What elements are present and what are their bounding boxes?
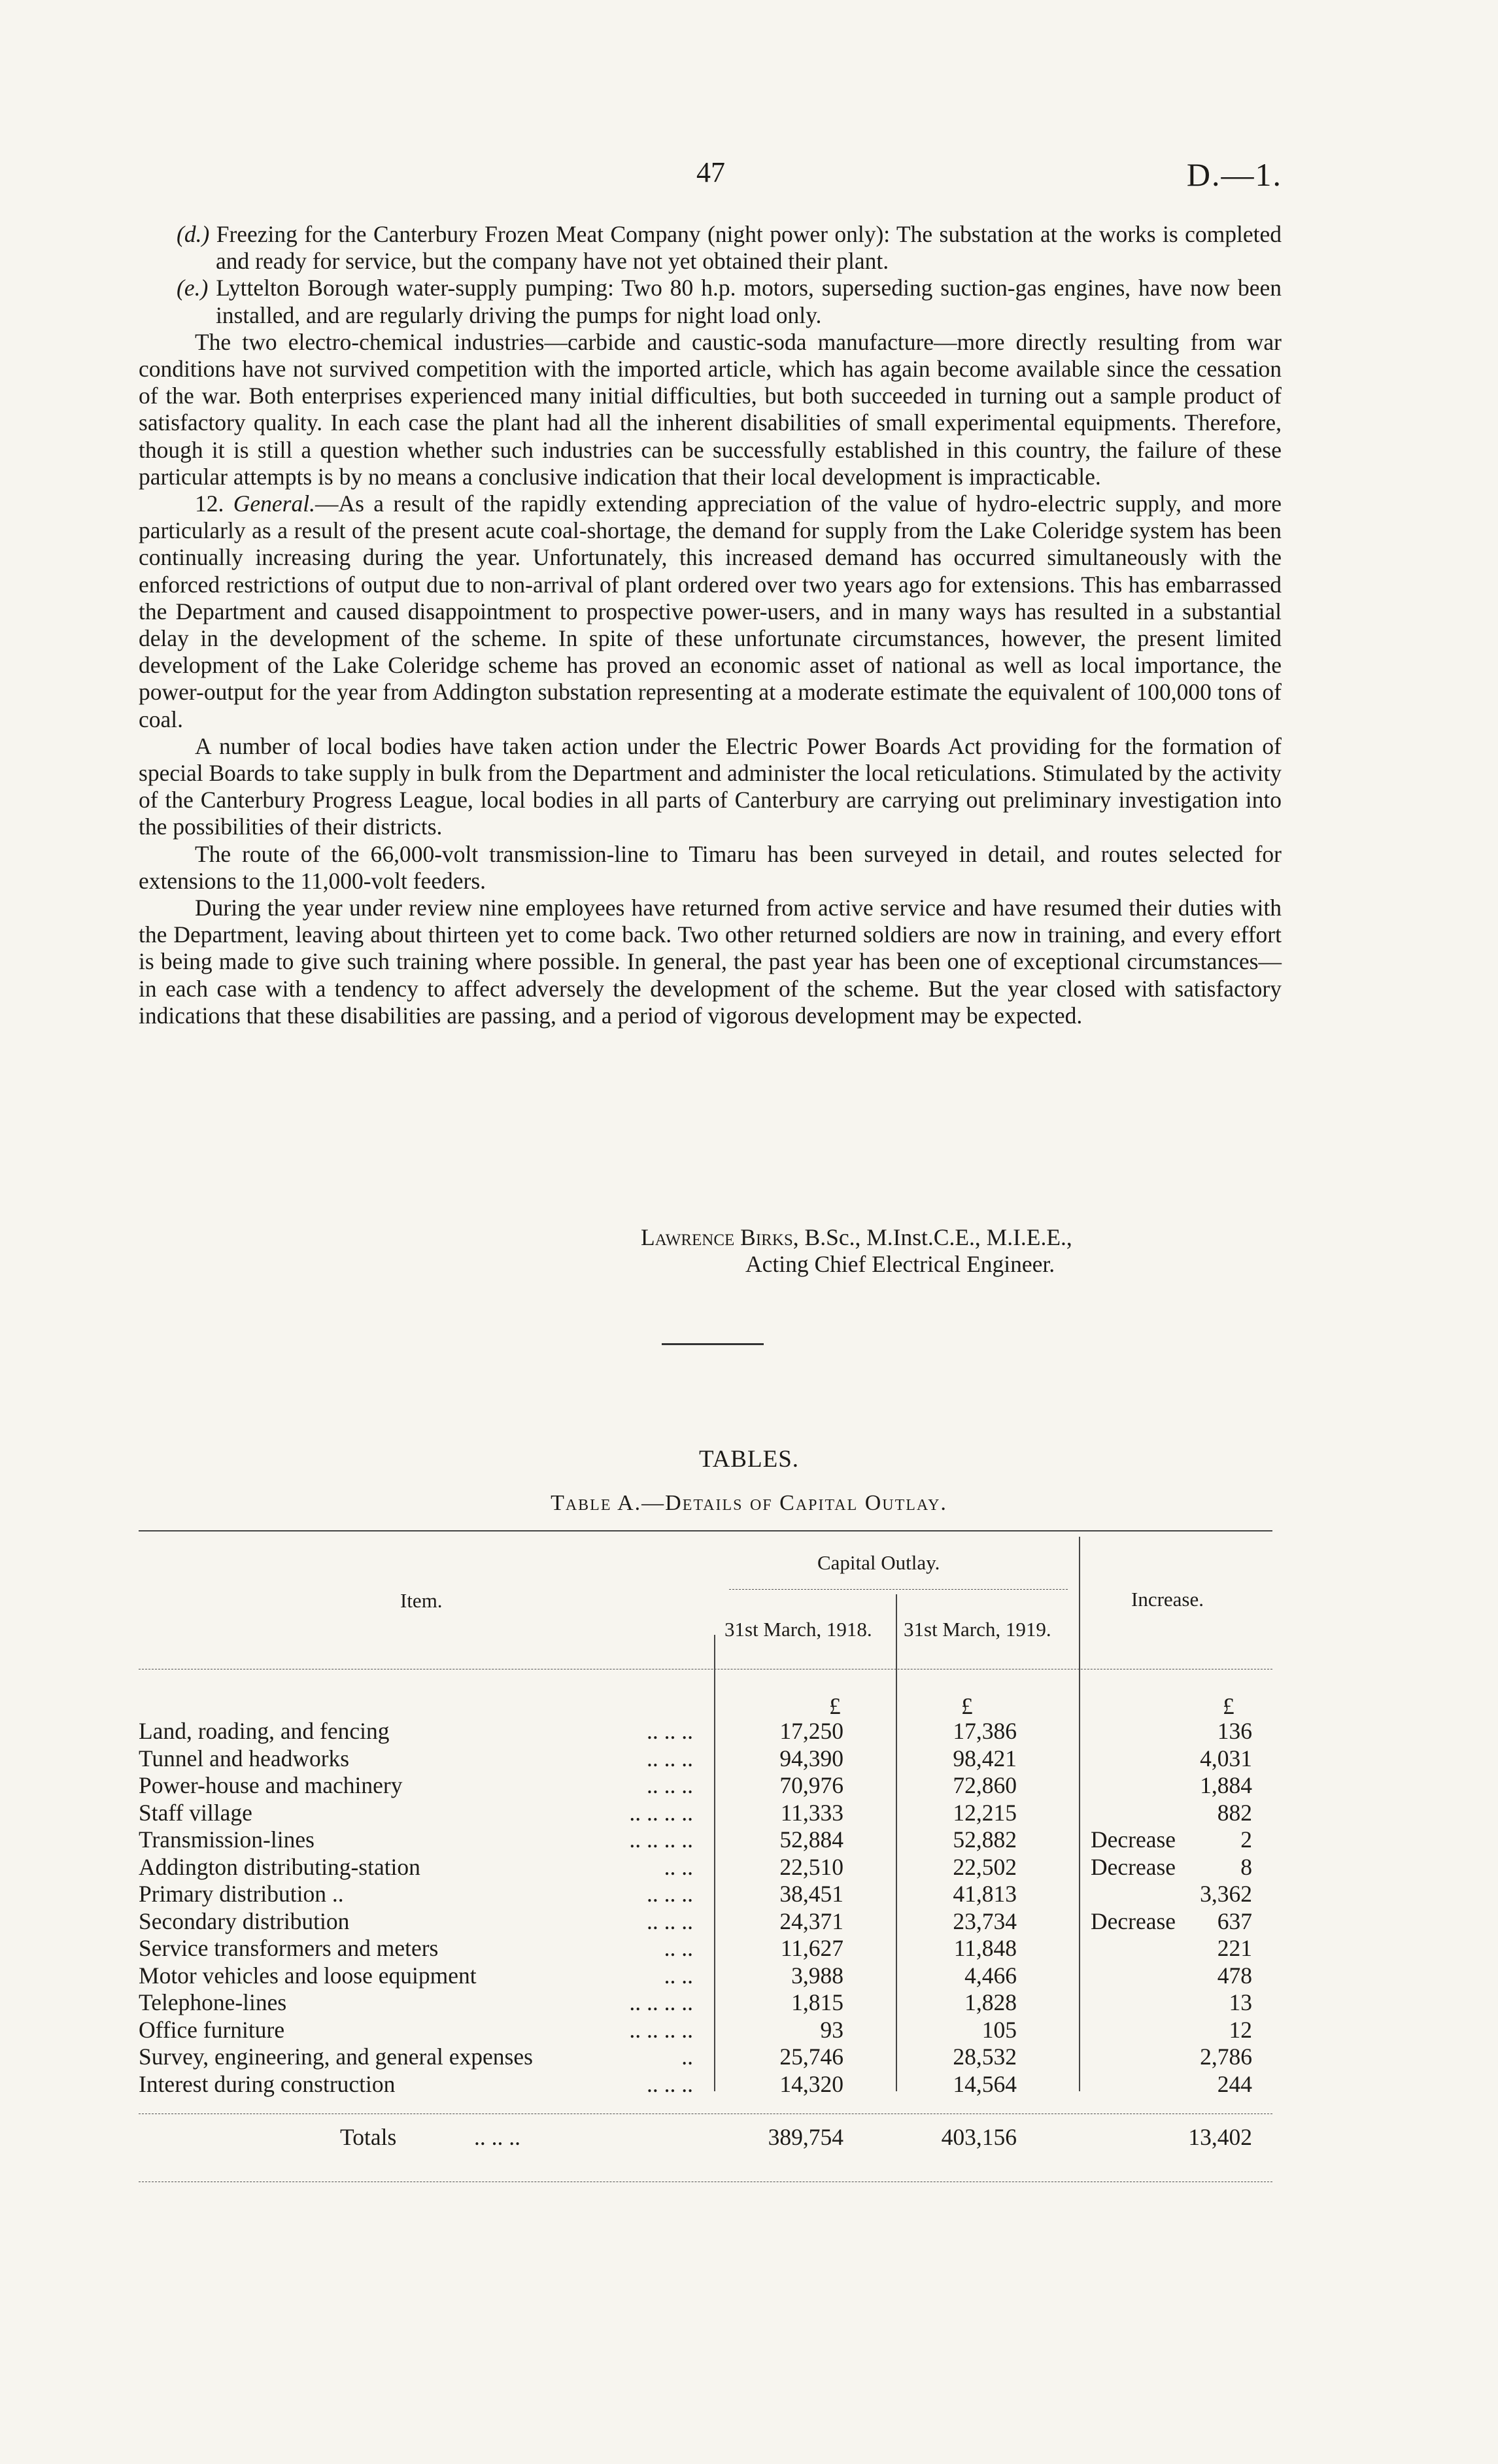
row-increase: 221 bbox=[1217, 1935, 1252, 1961]
header-increase: Increase. bbox=[1131, 1588, 1204, 1611]
row-item: Office furniture bbox=[139, 2016, 285, 2043]
row-1919: 11,848 bbox=[953, 1935, 1017, 1961]
row-leader-dots: .. .. .. bbox=[647, 1881, 693, 1907]
row-1918: 1,815 bbox=[791, 1989, 843, 2015]
row-1919: 41,813 bbox=[953, 1881, 1017, 1907]
signatory-qualifications: , B.Sc., M.Inst.C.E., M.I.E.E., bbox=[792, 1224, 1072, 1250]
row-1919: 105 bbox=[981, 2016, 1017, 2043]
totals-label: Totals bbox=[340, 2124, 397, 2150]
row-1918: 11,627 bbox=[780, 1935, 843, 1961]
paragraph-general bbox=[139, 490, 1282, 733]
row-1919: 17,386 bbox=[953, 1718, 1017, 1744]
row-leader-dots: .. .. bbox=[664, 1962, 693, 1989]
row-item: Tunnel and headworks bbox=[139, 1745, 350, 1771]
signatory-title: Acting Chief Electrical Engineer. bbox=[745, 1251, 1055, 1277]
row-leader-dots: .. .. .. bbox=[647, 1908, 693, 1934]
row-1918: 17,250 bbox=[779, 1718, 843, 1744]
paragraph-electro-chemical: The two electro-chemical industries—carbide and caustic-soda manufacture—more directly resulting from war conditions have not survived competition with the imported article, which has again become available since the cessation of the war. Both enterprises experienced many initial difficulties, but both succeeded in turning out a sample product of satisfactory quality. In each case the plant had all the inherent disabilities of small experimental equipments. Therefore, though it is still a question whether such industries can be successfully established in this country, the failure of these particular attempts is by no means a conclusive indication that their local development is impracticable. bbox=[139, 328, 1282, 490]
row-item: Addington distributing-station bbox=[139, 1853, 420, 1880]
header-capital-outlay: Capital Outlay. bbox=[817, 1551, 940, 1574]
row-1918: 94,390 bbox=[779, 1745, 843, 1771]
item-label: (d.) bbox=[177, 221, 210, 247]
header-item: Item. bbox=[400, 1589, 443, 1612]
row-leader-dots: .. .. .. bbox=[647, 1745, 693, 1771]
row-increase: 1,884 bbox=[1200, 1772, 1252, 1798]
totals-rule bbox=[139, 2113, 1272, 2114]
totals-increase: 13,402 bbox=[1188, 2124, 1252, 2150]
report-body bbox=[139, 221, 1282, 1029]
row-decrease-label: Decrease bbox=[1091, 1908, 1176, 1934]
page-number: 47 bbox=[696, 156, 725, 188]
row-1918: 22,510 bbox=[779, 1853, 843, 1880]
row-leader-dots: .. .. bbox=[664, 1935, 693, 1961]
row-item: Service transformers and meters bbox=[139, 1935, 439, 1961]
row-1918: 93 bbox=[820, 2016, 843, 2043]
document-code: D.—1. bbox=[1186, 156, 1282, 193]
row-1918: 11,333 bbox=[780, 1799, 843, 1826]
row-item: Secondary distribution bbox=[139, 1908, 350, 1934]
table-top-rule bbox=[139, 1530, 1272, 1531]
row-increase: 637 bbox=[1217, 1908, 1252, 1934]
item-text: Lyttelton Borough water-supply pumping: Two 80 h.p. motors, superseding suction-gas engines, have now been installed, and are regularly driving the pumps for night load only. bbox=[216, 275, 1282, 328]
row-1918: 3,988 bbox=[791, 1962, 843, 1989]
header-1919: 31st March, 1919. bbox=[904, 1618, 1051, 1641]
row-item: Land, roading, and fencing bbox=[139, 1718, 390, 1744]
row-leader-dots: .. .. bbox=[664, 1853, 693, 1880]
row-leader-dots: .. .. .. bbox=[647, 2070, 693, 2097]
row-1919: 4,466 bbox=[964, 1962, 1017, 1989]
tables-heading: TABLES. bbox=[698, 1446, 800, 1473]
totals-1919: 403,156 bbox=[941, 2124, 1017, 2150]
row-leader-dots: .. .. .. .. bbox=[629, 1826, 693, 1853]
section-heading: General. bbox=[233, 490, 315, 517]
row-increase: 2,786 bbox=[1200, 2044, 1252, 2070]
row-decrease-label: Decrease bbox=[1091, 1826, 1176, 1853]
row-increase: 13 bbox=[1229, 1989, 1252, 2015]
section-divider bbox=[662, 1343, 764, 1345]
totals-leader-dots: .. .. .. bbox=[474, 2124, 520, 2150]
row-1918: 25,746 bbox=[779, 2044, 843, 2070]
row-1919: 22,502 bbox=[953, 1853, 1017, 1880]
row-1919: 72,860 bbox=[953, 1772, 1017, 1798]
row-decrease-label: Decrease bbox=[1091, 1853, 1176, 1880]
row-leader-dots: .. .. .. .. bbox=[629, 2016, 693, 2043]
item-text: Freezing for the Canterbury Frozen Meat Company (night power only): The substation at the works is completed and ready for service, but the company have not yet obtained their plant. bbox=[216, 221, 1282, 275]
row-item: Telephone-lines bbox=[139, 1989, 287, 2015]
signature-block bbox=[641, 1224, 1072, 1278]
section-number: 12. bbox=[195, 490, 224, 517]
row-increase: 244 bbox=[1217, 2070, 1252, 2097]
row-increase: 2 bbox=[1240, 1826, 1252, 1853]
row-item: Survey, engineering, and general expenses bbox=[139, 2044, 533, 2070]
row-increase: 478 bbox=[1217, 1962, 1252, 1989]
row-item: Primary distribution .. bbox=[139, 1881, 344, 1907]
section-text: —As a result of the rapidly extending appreciation of the value of hydro-electric supply, and more particularly as a result of the present acute coal-shortage, the demand for supply from the Lake Coleridge system has been continually increasing during the year. Unfortunately, this increased demand has occurred simultaneously with the enforced restrictions of output due to non-arrival of plant ordered over two years ago for extensions. This has embarrassed the Department and caused disappointment to prospective power-users, and in many ways has resulted in a substantial delay in the development of the scheme. In spite of these unfortunate circumstances, however, the present limited development of the Lake Coleridge scheme has proved an economic asset of national as well as local importance, the power-output for the year from Addington substation representing at a moderate estimate the equivalent of 100,000 tons of coal. bbox=[139, 490, 1282, 732]
row-1918: 52,884 bbox=[779, 1826, 843, 1853]
row-item: Transmission-lines bbox=[139, 1826, 315, 1853]
row-increase: 4,031 bbox=[1200, 1745, 1252, 1771]
row-increase: 8 bbox=[1240, 1853, 1252, 1880]
table-col-divider bbox=[1079, 1537, 1080, 2091]
row-1919: 12,215 bbox=[953, 1799, 1017, 1826]
row-item: Staff village bbox=[139, 1799, 252, 1826]
header-1918: 31st March, 1918. bbox=[724, 1618, 872, 1641]
table-a-title: Table A.—Details of Capital Outlay. bbox=[551, 1491, 947, 1515]
row-item: Power-house and machinery bbox=[139, 1772, 403, 1798]
row-leader-dots: .. bbox=[681, 2044, 693, 2070]
currency-1918: £ bbox=[829, 1693, 841, 1719]
row-increase: 12 bbox=[1229, 2016, 1252, 2043]
table-col-divider bbox=[714, 1635, 715, 2091]
paragraph-local-bodies: A number of local bodies have taken action under the Electric Power Boards Act providing for the formation of special Boards to take supply in bulk from the Department and administer the local reticulations. Stimulated by the activity of the Canterbury Progress League, local bodies in all parts of Canterbury are carrying out preliminary investigation into the possibilities of their districts. bbox=[139, 732, 1282, 840]
currency-increase: £ bbox=[1223, 1693, 1234, 1719]
row-leader-dots: .. .. .. bbox=[647, 1718, 693, 1744]
row-1918: 38,451 bbox=[779, 1881, 843, 1907]
row-1919: 52,882 bbox=[953, 1826, 1017, 1853]
row-1919: 28,532 bbox=[953, 2044, 1017, 2070]
paragraph-route: The route of the 66,000-volt transmission-line to Timaru has been surveyed in detail, and routes selected for extensions to the 11,000-volt feeders. bbox=[139, 840, 1282, 894]
paragraph-employees: During the year under review nine employees have returned from active service and have resumed their duties with the Department, leaving about thirteen yet to come back. Two other returned soldiers are now in training, and every effort is being made to give such training where possible. In general, the past year has been one of exceptional circumstances—in each case with a tendency to affect adversely the development of the scheme. But the year closed with satisfactory indications that these disabilities are passing, and a period of vigorous development may be expected. bbox=[139, 895, 1282, 1029]
row-1918: 14,320 bbox=[779, 2070, 843, 2097]
row-1918: 70,976 bbox=[779, 1772, 843, 1798]
row-1919: 98,421 bbox=[953, 1745, 1017, 1771]
row-leader-dots: .. .. .. bbox=[647, 1772, 693, 1798]
row-1918: 24,371 bbox=[779, 1908, 843, 1934]
list-item-d bbox=[139, 221, 1282, 275]
totals-1918: 389,754 bbox=[768, 2124, 843, 2150]
signatory-name: Lawrence Birks bbox=[641, 1224, 793, 1250]
row-leader-dots: .. .. .. .. bbox=[629, 1799, 693, 1826]
row-increase: 3,362 bbox=[1200, 1881, 1252, 1907]
item-label: (e.) bbox=[177, 275, 209, 301]
row-leader-dots: .. .. .. .. bbox=[629, 1989, 693, 2015]
currency-1919: £ bbox=[961, 1693, 973, 1719]
row-item: Interest during construction bbox=[139, 2070, 396, 2097]
list-item-e bbox=[139, 275, 1282, 328]
row-increase: 136 bbox=[1217, 1718, 1252, 1744]
row-1919: 14,564 bbox=[953, 2070, 1017, 2097]
row-1919: 1,828 bbox=[964, 1989, 1017, 2015]
row-increase: 882 bbox=[1217, 1799, 1252, 1826]
group-header-rule bbox=[729, 1589, 1068, 1590]
row-1919: 23,734 bbox=[953, 1908, 1017, 1934]
row-item: Motor vehicles and loose equipment bbox=[139, 1962, 477, 1989]
